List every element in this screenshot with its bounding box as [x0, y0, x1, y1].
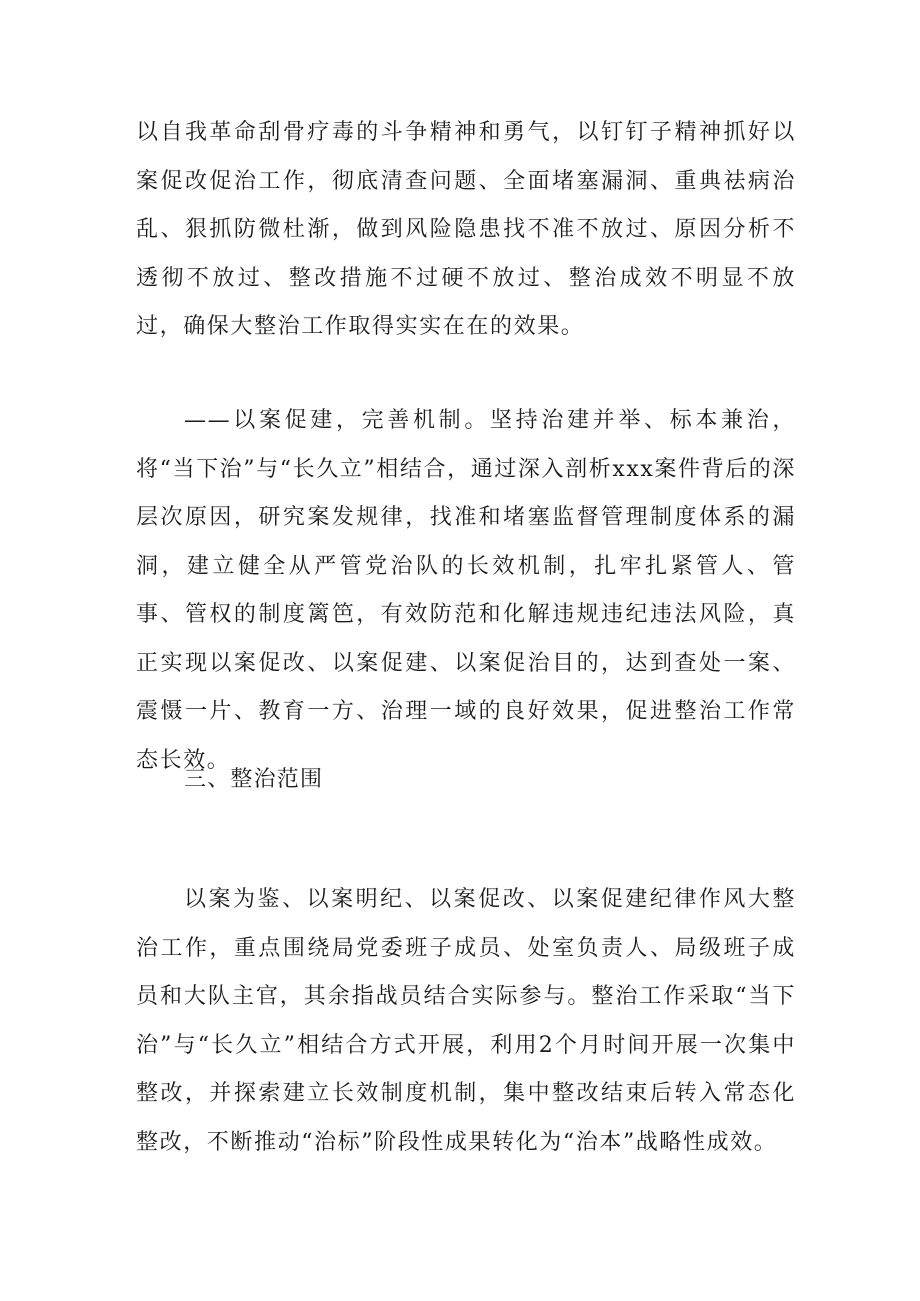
paragraph-goal-continuation: 以自我革命刮骨疗毒的斗争精神和勇气，以钉钉子精神抓好以案促改促治工作，彻底清查问题、全面堵塞漏洞、重典祛病治乱、狠抓防微杜渐，做到风险隐患找不准不放过、原因分析不透彻不放过、整改措施不过硬不放过、整治成效不明显不放过，确保大整治工作取得实实在在的效果。: [136, 120, 796, 339]
section-heading-scope: 三、整治范围: [184, 767, 324, 792]
paragraph-scope: 以案为鉴、以案明纪、以案促改、以案促建纪律作风大整治工作，重点围绕局党委班子成员、处室负责人、局级班子成员和大队主官，其余指战员结合实际参与。整治工作采取“当下治”与“长久立”相结合方式开展，利用2个月时间开展一次集中整改，并探索建立长效制度机制，集中整改结束后转入常态化整改，不断推动“治标”阶段性成果转化为“治本”战略性成效。: [136, 887, 796, 1155]
paragraph-build-mechanism: ——以案促建，完善机制。坚持治建并举、标本兼治，将“当下治”与“长久立”相结合，通过深入剖析xxx案件背后的深层次原因，研究案发规律，找准和堵塞监督管理制度体系的漏洞，建立健全从严管党治队的长效机制，扎牢扎紧管人、管事、管权的制度篱笆，有效防范和化解违规违纪违法风险，真正实现以案促改、以案促建、以案促治目的，达到查处一案、震慑一片、教育一方、治理一域的良好效果，促进整治工作常态长效。: [136, 408, 796, 773]
